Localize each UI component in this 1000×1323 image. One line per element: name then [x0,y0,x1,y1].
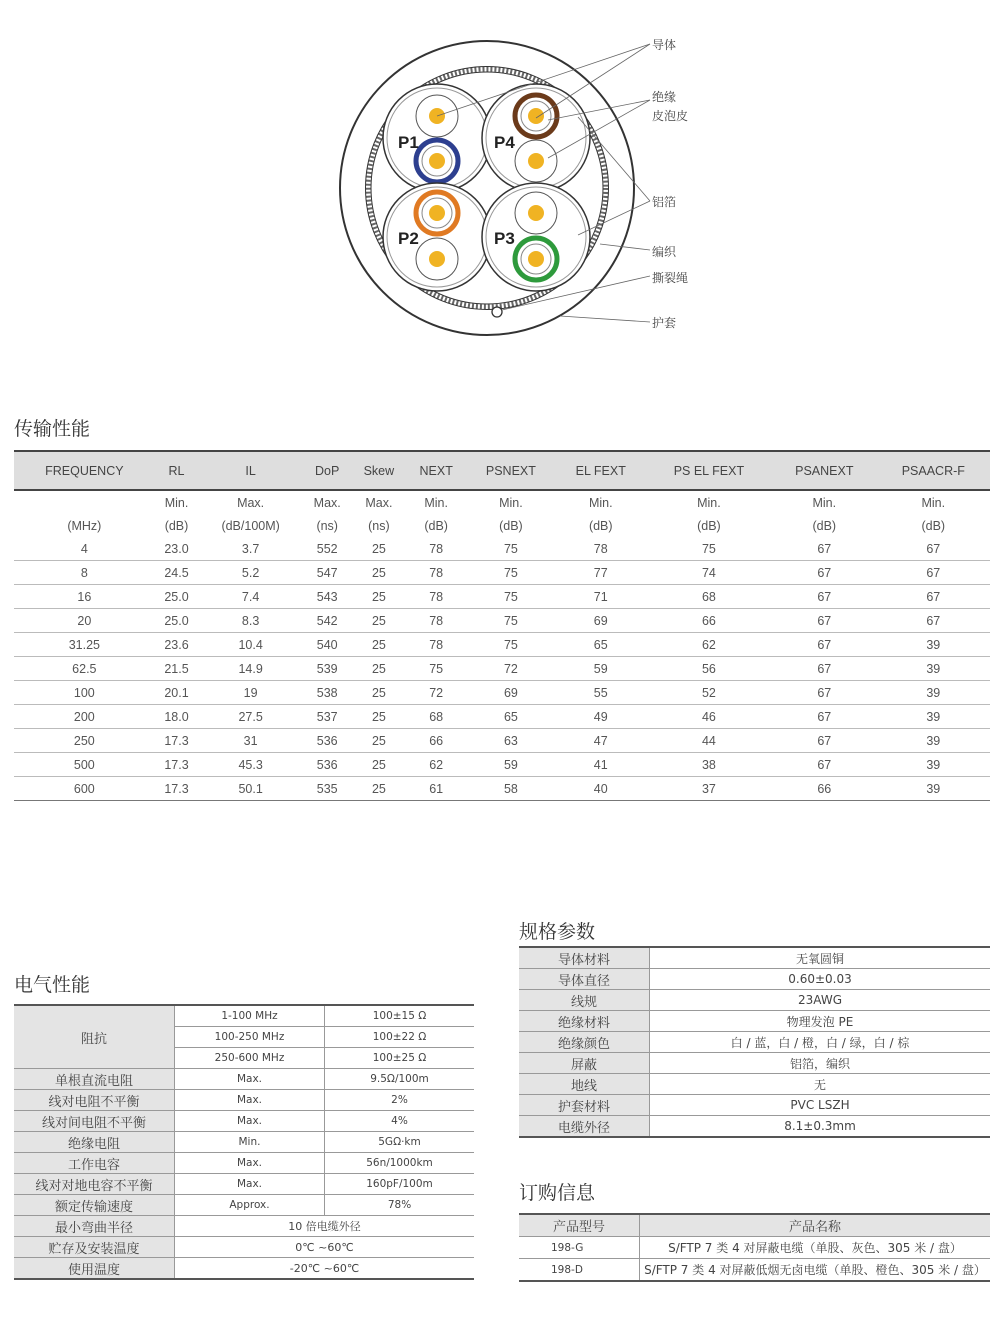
row-condition: Max. [175,1153,325,1174]
column-header: RL [155,451,199,490]
jacket-outer-ring [340,41,634,335]
table-cell: 540 [303,633,352,657]
row-value: 物理发泡 PE [650,1011,991,1032]
table-cell: 68 [406,705,466,729]
table-cell: 10.4 [198,633,303,657]
table-cell: 62 [646,633,772,657]
table-cell: 69 [556,609,646,633]
table-row [14,729,990,753]
impedance-range: 250-600 MHz [175,1048,325,1069]
table-cell: Max. [237,495,265,510]
table-cell: 66 [646,609,772,633]
row-label: 线对对地电容不平衡 [14,1174,175,1195]
callout-ripcord: 撕裂绳 [652,271,689,285]
order-header-row [519,1214,990,1237]
table-cell: 250 [14,729,155,753]
table-cell: 49 [556,705,646,729]
row-label: 贮存及安装温度 [14,1237,175,1258]
table-cell: 67 [877,561,990,585]
table-cell: 4 [14,537,155,561]
table-row [519,1095,990,1116]
pair-label-p3: P3 [494,229,515,248]
callout-conductor: 导体 [652,38,677,52]
row-value: 白 / 蓝，白 / 橙，白 / 绿，白 / 棕 [650,1032,991,1053]
table-cell: 45.3 [198,753,303,777]
row-value: 8.1±0.3mm [650,1116,991,1138]
table-cell: 50.1 [198,777,303,801]
order-title: 订购信息 [519,1182,596,1204]
electrical-title: 电气性能 [14,974,91,996]
table-cell: (dB) [164,518,189,533]
table-row [519,1011,990,1032]
table-cell: 600 [14,777,155,801]
table-row [519,1053,990,1074]
product-name: S/FTP 7 类 4 对屏蔽电缆（单股、灰色、305 米 / 盘） [640,1237,991,1259]
column-header: FREQUENCY [14,451,155,490]
row-condition: Max. [175,1174,325,1195]
table-cell: 71 [556,585,646,609]
table-cell: 3.7 [198,537,303,561]
table-cell: 55 [556,681,646,705]
table-cell: 78 [406,561,466,585]
table-cell: 78 [406,609,466,633]
table-cell: 67 [772,609,877,633]
table-cell: 25 [351,753,406,777]
table-cell: 63 [466,729,556,753]
table-row [14,753,990,777]
row-label: 电缆外径 [519,1116,650,1138]
table-cell: 17.3 [155,753,199,777]
table-cell: 23.6 [155,633,199,657]
table-cell [14,490,155,514]
callout-jacket: 护套 [652,316,677,330]
row-label: 导体材料 [519,947,650,969]
table-cell: 27.5 [198,705,303,729]
row-label: 线对电阻不平衡 [14,1090,175,1111]
table-row [14,1258,474,1280]
table-cell: 25 [351,705,406,729]
table-cell: Min. [424,495,448,510]
table-cell: 19 [198,681,303,705]
transmission-title: 传输性能 [14,418,91,440]
table-cell: (dB) [812,518,837,533]
table-cell: 77 [556,561,646,585]
row-value: 0.60±0.03 [650,969,991,990]
table-cell: 18.0 [155,705,199,729]
table-row [14,681,990,705]
cable-cross-section-diagram [0,0,1000,380]
conductor [528,205,544,221]
column-header: DoP [303,451,352,490]
table-row [14,1132,474,1153]
table-cell: Min. [588,495,613,510]
row-label: 额定传输速度 [14,1195,175,1216]
table-cell: 65 [466,705,556,729]
conductor [429,153,445,169]
table-cell: 100 [14,681,155,705]
table-cell: (dB/100M) [221,518,280,533]
table-cell: 25 [351,585,406,609]
table-row [14,1153,474,1174]
table-row [519,1259,990,1282]
table-cell: 543 [303,585,352,609]
table-cell: 68 [646,585,772,609]
table-cell: 39 [877,705,990,729]
table-cell: (ns) [368,518,390,533]
conductor [528,108,544,124]
order-header-name: 产品名称 [640,1214,991,1237]
table-cell: 75 [646,537,772,561]
table-row [14,1216,474,1237]
table-row [14,1111,474,1132]
table-cell: 67 [772,753,877,777]
table-cell: Min. [697,495,721,510]
row-value: 23AWG [650,990,991,1011]
table-cell: 39 [877,633,990,657]
table-cell: 39 [877,753,990,777]
table-row [14,1069,474,1090]
table-cell: 25 [351,609,406,633]
product-code: 198-G [519,1237,640,1259]
column-header: Skew [351,451,406,490]
table-cell: (dB) [424,518,448,533]
callout-braid: 编织 [652,245,677,259]
callout-insulation: 绝缘 [652,90,677,104]
impedance-value: 100±15 Ω [325,1005,475,1027]
table-cell: 17.3 [155,777,199,801]
table-cell: 67 [877,537,990,561]
impedance-value: 100±22 Ω [325,1027,475,1048]
product-name: S/FTP 7 类 4 对屏蔽低烟无卤电缆（单股、橙色、305 米 / 盘） [640,1259,991,1282]
table-cell: 16 [14,585,155,609]
table-cell: 41 [556,753,646,777]
table-cell: 31 [198,729,303,753]
table-cell: 78 [406,633,466,657]
transmission-table [14,450,990,801]
table-row [14,609,990,633]
callout-foil: 铝箔 [652,195,677,209]
table-cell: 67 [772,537,877,561]
row-value: 56n/1000km [325,1153,475,1174]
table-cell: 67 [772,729,877,753]
limit-row [14,490,990,514]
table-cell: 66 [406,729,466,753]
row-label: 线对间电阻不平衡 [14,1111,175,1132]
column-header: EL FEXT [556,451,646,490]
row-condition: Approx. [175,1195,325,1216]
row-label: 使用温度 [14,1258,175,1280]
table-cell: Min. [921,495,946,510]
row-condition: Max. [175,1111,325,1132]
table-cell: 37 [646,777,772,801]
table-row [519,1032,990,1053]
table-cell: 8 [14,561,155,585]
pair-label-p1: P1 [398,133,419,152]
conductor [429,205,445,221]
table-cell: 67 [772,705,877,729]
table-cell: 67 [877,609,990,633]
row-label: 单根直流电阻 [14,1069,175,1090]
row-value: 铝箔，编织 [650,1053,991,1074]
table-cell: 7.4 [198,585,303,609]
table-cell: 56 [646,657,772,681]
row-value: 78% [325,1195,475,1216]
column-header: PS EL FEXT [646,451,772,490]
table-cell: (dB) [499,518,523,533]
table-cell: 72 [466,657,556,681]
column-header: NEXT [406,451,466,490]
table-cell: (ns) [316,518,338,533]
row-value: 2% [325,1090,475,1111]
table-cell: 536 [303,729,352,753]
cable-cross-section-svg [0,0,1000,380]
row-label: 地线 [519,1074,650,1095]
table-cell: 69 [466,681,556,705]
table-cell: 537 [303,705,352,729]
table-row [14,1005,474,1027]
table-cell: 552 [303,537,352,561]
row-label: 最小弯曲半径 [14,1216,175,1237]
table-row [14,1195,474,1216]
table-cell: 25 [351,729,406,753]
table-cell: 38 [646,753,772,777]
row-value: 160pF/100m [325,1174,475,1195]
row-value: 无 [650,1074,991,1095]
table-row [14,1090,474,1111]
params-title: 规格参数 [519,921,596,943]
table-row [519,990,990,1011]
table-cell: 25 [351,657,406,681]
params-table [519,946,990,1138]
order-table [519,1213,990,1282]
table-cell: 20 [14,609,155,633]
row-value: 10 倍电缆外径 [175,1216,475,1237]
table-cell: 24.5 [155,561,199,585]
table-cell: 47 [556,729,646,753]
table-cell: 75 [406,657,466,681]
table-row [519,1116,990,1138]
table-cell: 17.3 [155,729,199,753]
table-cell: (MHz) [67,518,102,533]
table-cell: Min. [164,495,189,510]
column-header: PSAACR-F [877,451,990,490]
table-cell: 539 [303,657,352,681]
table-row [14,1174,474,1195]
row-condition: Max. [175,1069,325,1090]
conductor [429,251,445,267]
table-cell: 75 [466,537,556,561]
table-cell: 31.25 [14,633,155,657]
callout-foam-skin: 皮泡皮 [652,109,689,123]
table-row [14,705,990,729]
table-row [519,947,990,969]
row-label: 工作电容 [14,1153,175,1174]
table-cell: 20.1 [155,681,199,705]
table-cell: 59 [466,753,556,777]
table-cell: 23.0 [155,537,199,561]
table-cell: 75 [466,633,556,657]
table-cell: 538 [303,681,352,705]
table-cell: 535 [303,777,352,801]
table-cell: (dB) [588,518,613,533]
table-row [14,1237,474,1258]
conductor [528,251,544,267]
row-label: 导体直径 [519,969,650,990]
table-cell: 75 [466,561,556,585]
row-value: -20℃ ~60℃ [175,1258,475,1280]
table-cell: Min. [812,495,837,510]
row-value: 4% [325,1111,475,1132]
table-cell: 39 [877,729,990,753]
table-cell: 5.2 [198,561,303,585]
table-cell: 14.9 [198,657,303,681]
row-value: 9.5Ω/100m [325,1069,475,1090]
unit-row [14,514,990,537]
table-row [14,561,990,585]
table-cell: (dB) [921,518,946,533]
row-value: 0℃ ~60℃ [175,1237,475,1258]
row-label: 护套材料 [519,1095,650,1116]
row-condition: Max. [175,1090,325,1111]
pair-label-p4: P4 [494,133,515,152]
column-header: PSANEXT [772,451,877,490]
table-row [14,657,990,681]
impedance-range: 100-250 MHz [175,1027,325,1048]
table-cell: 78 [406,585,466,609]
table-row [14,777,990,801]
pair-label-p2: P2 [398,229,419,248]
row-label: 屏蔽 [519,1053,650,1074]
row-label: 绝缘颜色 [519,1032,650,1053]
table-cell: 8.3 [198,609,303,633]
table-cell: 59 [556,657,646,681]
table-row [14,537,990,561]
table-cell: 39 [877,777,990,801]
table-cell: 75 [466,585,556,609]
row-value: 5GΩ·km [325,1132,475,1153]
table-cell: 547 [303,561,352,585]
table-cell: 66 [772,777,877,801]
impedance-range: 1-100 MHz [175,1005,325,1027]
table-cell: 25 [351,561,406,585]
impedance-label: 阻抗 [14,1005,175,1069]
product-code: 198-D [519,1259,640,1282]
table-cell: Max. [365,495,393,510]
row-value: PVC LSZH [650,1095,991,1116]
table-cell: 200 [14,705,155,729]
table-cell: 46 [646,705,772,729]
column-header: PSNEXT [466,451,556,490]
table-cell: 67 [772,585,877,609]
table-cell: 75 [466,609,556,633]
table-cell: 44 [646,729,772,753]
table-cell: 62.5 [14,657,155,681]
row-label: 绝缘材料 [519,1011,650,1032]
table-cell: 58 [466,777,556,801]
table-cell: Max. [313,495,341,510]
row-label: 绝缘电阻 [14,1132,175,1153]
table-cell: 67 [877,585,990,609]
table-cell: 74 [646,561,772,585]
electrical-table [14,1004,474,1280]
transmission-header-row [14,451,990,490]
table-cell: Min. [499,495,523,510]
table-cell: 25 [351,633,406,657]
table-cell: 67 [772,561,877,585]
table-cell: 78 [556,537,646,561]
ripcord [492,307,502,317]
table-cell: 67 [772,657,877,681]
table-cell: 61 [406,777,466,801]
row-value: 无氧圆铜 [650,947,991,969]
table-cell: 536 [303,753,352,777]
table-cell: 67 [772,681,877,705]
table-cell: 62 [406,753,466,777]
table-row [519,969,990,990]
column-header: IL [198,451,303,490]
table-cell: 39 [877,657,990,681]
row-condition: Min. [175,1132,325,1153]
table-cell: 72 [406,681,466,705]
conductor [528,153,544,169]
table-cell: 25 [351,777,406,801]
table-cell: 52 [646,681,772,705]
table-cell: 25 [351,537,406,561]
order-header-code: 产品型号 [519,1214,640,1237]
table-row [14,585,990,609]
table-cell: 542 [303,609,352,633]
table-cell: 78 [406,537,466,561]
row-label: 线规 [519,990,650,1011]
table-cell: 25.0 [155,585,199,609]
table-row [14,633,990,657]
table-cell: 21.5 [155,657,199,681]
table-cell: 67 [772,633,877,657]
impedance-value: 100±25 Ω [325,1048,475,1069]
table-cell: 25 [351,681,406,705]
table-row [519,1074,990,1095]
table-cell: 25.0 [155,609,199,633]
table-cell: 65 [556,633,646,657]
table-cell: 39 [877,681,990,705]
table-cell: 40 [556,777,646,801]
table-cell: (dB) [697,518,721,533]
table-cell: 500 [14,753,155,777]
table-row [519,1237,990,1259]
